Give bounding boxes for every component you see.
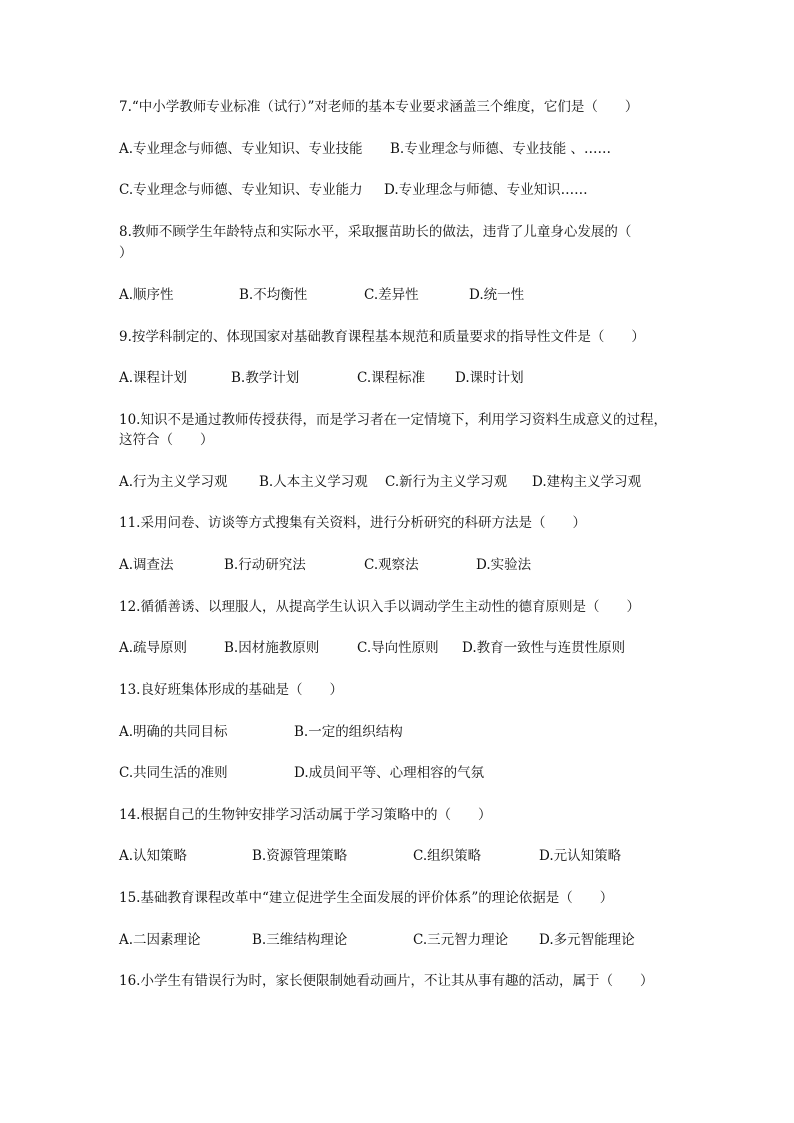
question-9-option-c: C.课程标准	[357, 370, 426, 386]
question-10-option-c: C.新行为主义学习观	[385, 474, 508, 490]
question-13-option-b: B.一定的组织结构	[294, 724, 403, 740]
question-10-option-b: B.人本主义学习观	[259, 474, 368, 490]
question-13-option-a: A.明确的共同目标	[119, 724, 228, 740]
question-11-option-c: C.观察法	[364, 557, 419, 573]
question-8-option-c: C.差异性	[364, 287, 419, 303]
question-14-option-d: D.元认知策略	[539, 848, 622, 864]
question-7-option-b: B.专业理念与师德、专业技能 、……	[390, 141, 612, 157]
question-14-option-c: C.组织策略	[413, 848, 482, 864]
question-10-stem-line-2: 这符合（ ）	[119, 432, 214, 448]
question-10-stem-line-1: 10.知识不是通过教师传授获得，而是学习者在一定情境下，利用学习资料生成意义的过程，	[119, 412, 667, 428]
question-7-option-d: D.专业理念与师德、专业知识……	[384, 182, 588, 198]
question-13-option-d: D.成员间平等、心理相容的气氛	[294, 765, 485, 781]
question-8-option-a: A.顺序性	[119, 287, 174, 303]
question-12-option-a: A.疏导原则	[119, 640, 188, 656]
question-15-option-b: B.三维结构理论	[252, 932, 348, 948]
question-9-option-d: D.课时计划	[455, 370, 524, 386]
question-10-option-d: D.建构主义学习观	[532, 474, 642, 490]
question-12-option-c: C.导向性原则	[357, 640, 439, 656]
question-7-stem: 7.“中小学教师专业标准（试行）”对老师的基本专业要求涵盖三个维度，它们是（ ）	[119, 99, 639, 115]
question-7-option-c: C.专业理念与师德、专业知识、专业能力	[119, 182, 363, 198]
question-11-stem: 11.采用问卷、访谈等方式搜集有关资料，进行分析研究的科研方法是（ ）	[119, 515, 586, 531]
question-11-option-d: D.实验法	[476, 557, 532, 573]
question-9-stem: 9.按学科制定的、体现国家对基础教育课程基本规范和质量要求的指导性文件是（ ）	[119, 329, 645, 345]
question-8-option-d: D.统一性	[469, 287, 525, 303]
question-15-option-d: D.多元智能理论	[539, 932, 635, 948]
question-13-stem: 13.良好班集体形成的基础是（ ）	[119, 682, 343, 698]
question-12-option-d: D.教育一致性与连贯性原则	[462, 640, 626, 656]
question-11-option-b: B.行动研究法	[224, 557, 306, 573]
question-9-option-b: B.教学计划	[231, 370, 300, 386]
question-14-option-b: B.资源管理策略	[252, 848, 348, 864]
question-12-stem: 12.循循善诱、以理服人，从提高学生认识入手以调动学生主动性的德育原则是（ ）	[119, 599, 640, 615]
question-7-option-a: A.专业理念与师德、专业知识、专业技能	[119, 141, 363, 157]
question-14-option-a: A.认知策略	[119, 848, 188, 864]
question-8-stem-line-2: ）	[119, 245, 133, 261]
question-14-stem: 14.根据自己的生物钟安排学习活动属于学习策略中的（ ）	[119, 807, 492, 823]
question-12-option-b: B.因材施教原则	[224, 640, 320, 656]
question-13-option-c: C.共同生活的准则	[119, 765, 228, 781]
question-8-option-b: B.不均衡性	[239, 287, 308, 303]
question-10-option-a: A.行为主义学习观	[119, 474, 228, 490]
question-15-option-a: A.二因素理论	[119, 932, 201, 948]
question-15-stem: 15.基础教育课程改革中“建立促进学生全面发展的评价体系”的理论依据是（ ）	[119, 890, 614, 906]
question-16-stem: 16.小学生有错误行为时，家长便限制她看动画片，不让其从事有趣的活动，属于（ ）	[119, 973, 654, 989]
question-11-option-a: A.调查法	[119, 557, 174, 573]
question-8-stem-line-1: 8.教师不顾学生年龄特点和实际水平，采取揠苗助长的做法，违背了儿童身心发展的（	[119, 224, 632, 240]
question-9-option-a: A.课程计划	[119, 370, 188, 386]
question-15-option-c: C.三元智力理论	[413, 932, 509, 948]
